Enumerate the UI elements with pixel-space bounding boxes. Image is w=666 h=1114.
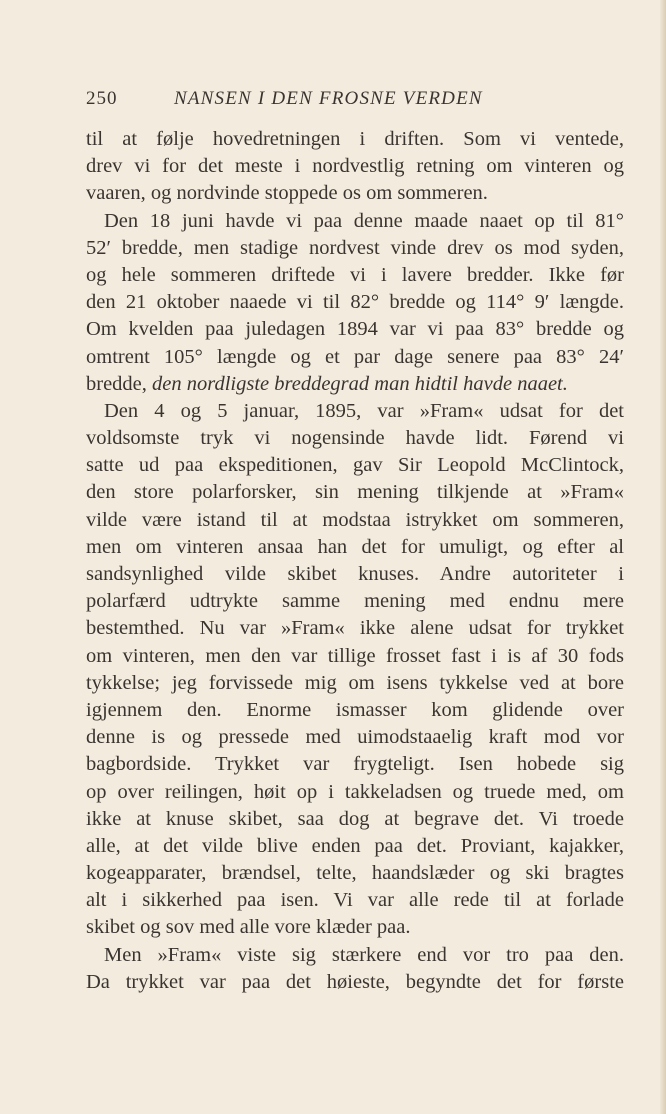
- text-line: polarfærd udtrykte samme mening med endnu mere: [86, 590, 624, 613]
- text-line: drev vi for det meste i nordvestlig retning om vinteren og: [86, 155, 624, 178]
- text-line: vaaren, og nordvinde stoppede os om sommeren.: [86, 182, 488, 205]
- text-line: voldsomste tryk vi nogensinde havde lidt. Førend vi: [86, 427, 624, 450]
- page-number: 250: [86, 88, 118, 109]
- text-line: Om kvelden paa juledagen 1894 var vi paa 83° bredde og: [86, 318, 624, 341]
- text-line: bestemthed. Nu var »Fram« ikke alene udsat for trykket: [86, 617, 624, 640]
- text-line-mixed: [86, 371, 624, 398]
- running-head: NANSEN I DEN FROSNE VERDEN: [174, 88, 483, 109]
- text-line: kogeapparater, brændsel, telte, haandslæder og ski bragtes: [86, 862, 624, 885]
- text-line: Men »Fram« viste sig stærkere end vor tro paa den.: [104, 943, 624, 966]
- text-line: omtrent 105° længde og et par dage senere paa 83° 24′: [86, 345, 624, 368]
- text-line: satte ud paa ekspeditionen, gav Sir Leopold McClintock,: [86, 454, 624, 477]
- text-line: ikke at knuse skibet, saa dog at begrave det. Vi troede: [86, 807, 624, 830]
- text-line: men om vinteren ansaa han det for umuligt, og efter al: [86, 535, 624, 558]
- text-line: bagbordside. Trykket var frygteligt. Isen hobede sig: [86, 753, 624, 776]
- text-line: den store polarforsker, sin mening tilkjende at »Fram«: [86, 481, 624, 504]
- text-line: Den 4 og 5 januar, 1895, var »Fram« udsat for det: [104, 399, 624, 422]
- body-text: [86, 126, 624, 996]
- text-line: Den 18 juni havde vi paa denne maade naaet op til 81°: [104, 209, 624, 232]
- text-line: Da trykket var paa det høieste, begyndte det for første: [86, 970, 624, 993]
- text-line: alle, at det vilde blive enden paa det. Proviant, kajakker,: [86, 834, 624, 857]
- text-line: sandsynlighed vilde skibet knuses. Andre autoriteter i: [86, 563, 624, 585]
- text-segment: bredde,: [86, 372, 147, 395]
- text-line: og hele sommeren driftede vi i lavere bredder. Ikke før: [86, 263, 624, 286]
- text-line: alt i sikkerhed paa isen. Vi var alle rede til at forlade: [86, 889, 624, 912]
- text-line: igjennem den. Enorme ismasser kom glidende over: [86, 698, 624, 721]
- text-line: op over reilingen, høit op i takkeladsen og truede med, om: [86, 780, 624, 803]
- page-edge: [660, 0, 666, 1114]
- text-line: om vinteren, men den var tillige frosset fast i is af 30 fods: [86, 644, 624, 667]
- text-line: 52′ bredde, men stadige nordvest vinde drev os mod syden,: [86, 236, 624, 259]
- text-line: denne is og pressede med uimodstaaelig kraft mod vor: [86, 726, 624, 749]
- text-line: til at følje hovedretningen i driften. Som vi ventede,: [86, 128, 624, 150]
- text-line: skibet og sov med alle vore klæder paa.: [86, 916, 411, 939]
- text-line: tykkelse; jeg forvissede mig om isens tykkelse ved at bore: [86, 671, 624, 694]
- text-line: den 21 oktober naaede vi til 82° bredde og 114° 9′ længde.: [86, 291, 624, 314]
- text-line: vilde være istand til at modstaa istrykket om sommeren,: [86, 508, 624, 531]
- page-header: [86, 88, 580, 118]
- italic-phrase: den nordligste breddegrad man hidtil havde naaet.: [152, 372, 568, 395]
